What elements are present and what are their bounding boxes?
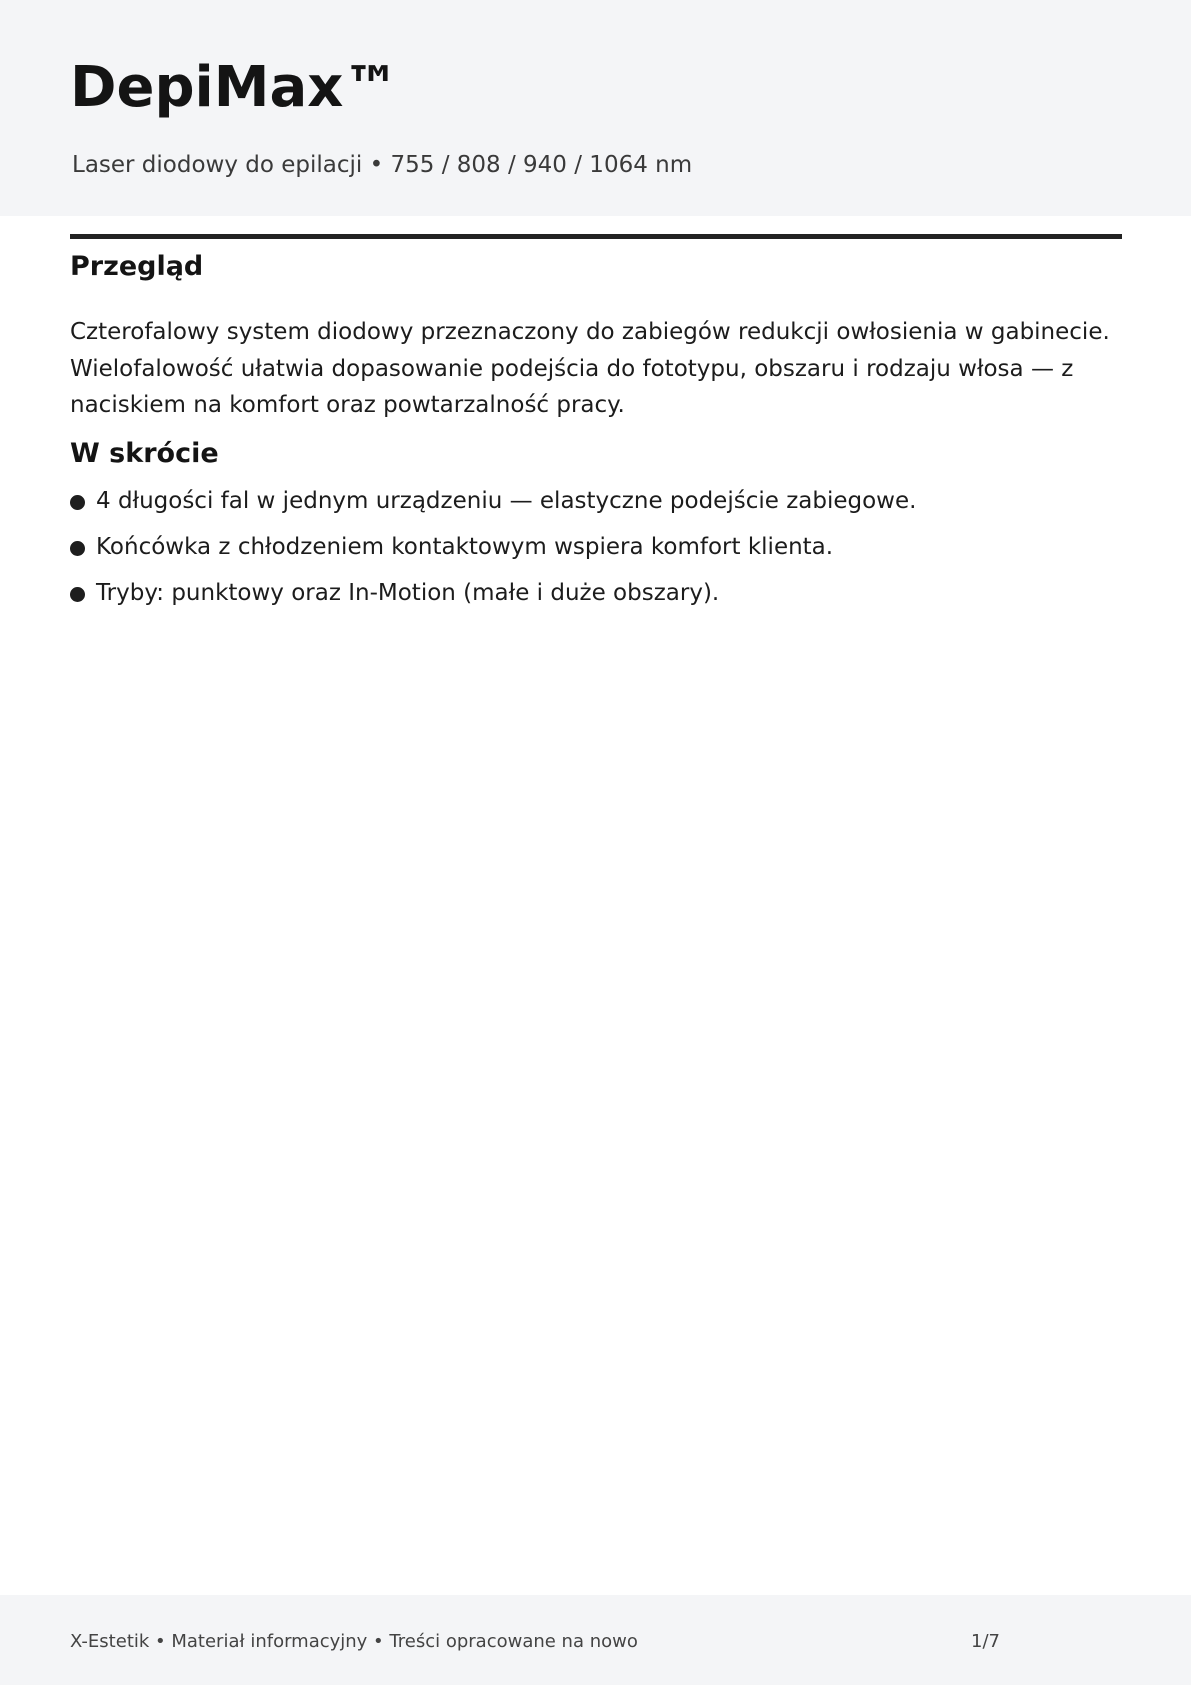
list-item-text: Tryby: punktowy oraz In-Motion (małe i duże obszary). xyxy=(96,580,720,606)
overview-heading: Przegląd xyxy=(70,251,204,282)
page-header xyxy=(0,0,1191,216)
list-item-text: 4 długości fal w jednym urządzeniu — elastyczne podejście zabiegowe. xyxy=(96,488,917,514)
list-item xyxy=(70,576,1130,622)
page-footer xyxy=(0,1595,1191,1685)
header-divider xyxy=(70,234,1122,239)
summary-list xyxy=(70,484,1130,622)
bullet-icon xyxy=(70,541,85,556)
product-subtitle: Laser diodowy do epilacji • 755 / 808 / 940 / 1064 nm xyxy=(72,152,693,178)
overview-paragraph: Czterofalowy system diodowy przeznaczony do zabiegów redukcji owłosienia w gabinecie. Wielofalowość ułatwia dopasowanie podejścia do fototypu, obszaru i rodzaju włosa — z naciskiem na komfort oraz powtarzalność pracy. xyxy=(70,319,1110,418)
page-number: 1/7 xyxy=(971,1631,1000,1652)
product-title: DepiMax™ xyxy=(70,55,400,120)
list-item xyxy=(70,530,1130,576)
list-item-text: Końcówka z chłodzeniem kontaktowym wspiera komfort klienta. xyxy=(96,534,834,560)
footer-text: X-Estetik • Materiał informacyjny • Treści opracowane na nowo xyxy=(70,1631,638,1652)
summary-heading: W skrócie xyxy=(70,438,219,469)
bullet-icon xyxy=(70,495,85,510)
bullet-icon xyxy=(70,587,85,602)
list-item xyxy=(70,484,1130,530)
